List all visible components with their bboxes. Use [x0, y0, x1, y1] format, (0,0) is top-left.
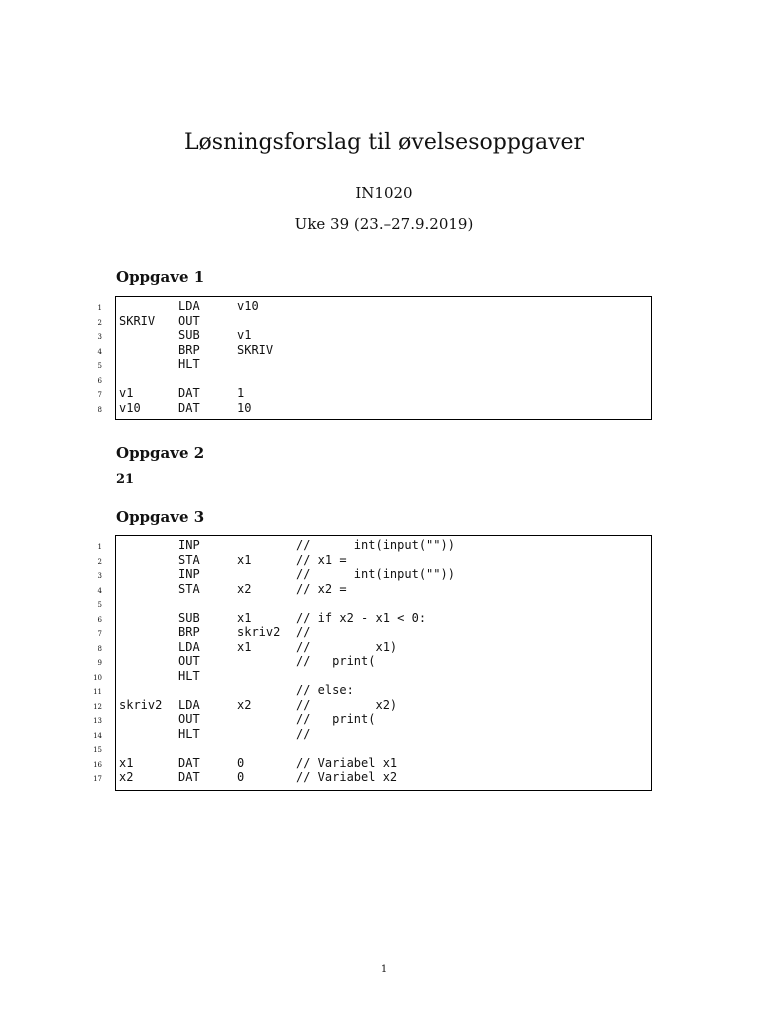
code-line	[93, 726, 651, 742]
task3-code-listing	[93, 535, 652, 791]
code-opcode: INP	[178, 538, 200, 552]
code-comment: // x2 =	[296, 581, 347, 596]
line-number: 8	[97, 405, 102, 414]
code-opcode: OUT	[178, 654, 200, 668]
code-line	[97, 299, 651, 314]
code-label: SKRIV	[119, 313, 156, 328]
code-operand: v1	[237, 328, 252, 342]
task1-code-listing	[97, 296, 652, 420]
line-number: 6	[97, 615, 102, 624]
line-number: 2	[97, 557, 102, 566]
code-line	[97, 581, 651, 597]
code-opcode: STA	[178, 581, 200, 596]
code-opcode: LDA	[178, 639, 200, 654]
code-opcode: OUT	[178, 313, 200, 328]
code-line	[97, 386, 651, 401]
code-opcode: INP	[178, 567, 200, 581]
code-line	[93, 683, 651, 698]
line-number: 11	[93, 688, 102, 696]
code-opcode: HLT	[178, 726, 200, 741]
code-line	[97, 357, 651, 372]
code-opcode: SUB	[178, 610, 200, 625]
code-line	[97, 400, 651, 416]
code-operand: 1	[237, 386, 245, 400]
code-line	[97, 552, 651, 568]
code-opcode: LDA	[178, 697, 200, 712]
task2-answer: 21	[116, 472, 135, 487]
code-opcode: DAT	[178, 400, 200, 415]
code-comment: // print(	[296, 654, 376, 668]
line-number: 7	[97, 630, 102, 638]
line-number: 8	[97, 644, 102, 653]
code-opcode: DAT	[178, 755, 200, 770]
line-number: 3	[97, 572, 102, 580]
code-label: x2	[119, 770, 134, 784]
code-line	[93, 697, 651, 713]
code-operand: 0	[237, 755, 245, 770]
code-label: v1	[119, 386, 134, 400]
code-opcode: SUB	[178, 328, 200, 342]
line-number: 7	[97, 391, 102, 399]
code-line	[97, 538, 651, 553]
code-opcode: BRP	[178, 342, 200, 357]
code-comment: // Variabel x1	[296, 755, 398, 770]
line-number: 1	[97, 304, 102, 312]
line-number: 12	[93, 702, 102, 711]
code-line	[97, 372, 651, 387]
code-line	[97, 328, 651, 343]
code-line	[97, 342, 651, 358]
code-operand: x2	[237, 581, 252, 596]
code-opcode: DAT	[178, 386, 200, 400]
code-opcode: LDA	[178, 299, 200, 313]
code-comment: // x1 =	[296, 552, 347, 567]
code-label: skriv2	[119, 697, 163, 712]
code-operand: x1	[237, 639, 252, 654]
line-number: 2	[97, 318, 102, 327]
task3-heading: Oppgave 3	[116, 508, 205, 526]
code-line	[93, 741, 651, 756]
code-operand: SKRIV	[237, 342, 274, 357]
line-number: 4	[97, 347, 102, 356]
page-title: Løsningsforslag til øvelsesoppgaver	[183, 130, 585, 155]
code-comment: // if x2 - x1 < 0:	[296, 610, 427, 625]
code-operand: 0	[237, 770, 245, 784]
line-number: 16	[93, 760, 102, 769]
line-number: 1	[97, 543, 102, 551]
code-line	[97, 639, 651, 655]
code-comment: //	[296, 625, 311, 639]
code-comment: // int(input(""))	[296, 567, 455, 581]
code-opcode: STA	[178, 552, 200, 567]
page-number: 1	[380, 964, 388, 975]
line-number: 3	[97, 333, 102, 341]
line-number: 6	[97, 376, 102, 385]
course-code: IN1020	[355, 184, 413, 202]
code-opcode: HLT	[178, 668, 200, 683]
code-comment: // else:	[296, 683, 354, 697]
line-number: 10	[93, 673, 102, 682]
code-operand: x1	[237, 552, 252, 567]
code-label: x1	[119, 755, 134, 770]
code-operand: x2	[237, 697, 252, 712]
code-operand: 10	[237, 400, 252, 415]
week-label: Uke 39 (23.–27.9.2019)	[294, 215, 474, 233]
line-number: 5	[97, 362, 102, 370]
code-comment: // print(	[296, 712, 376, 726]
code-opcode: DAT	[178, 770, 200, 784]
line-number: 15	[93, 746, 102, 754]
line-number: 9	[97, 659, 102, 667]
code-opcode: BRP	[178, 625, 200, 639]
code-line	[93, 770, 651, 785]
code-opcode: OUT	[178, 712, 200, 726]
code-line	[93, 712, 651, 727]
code-opcode: HLT	[178, 357, 200, 371]
code-operand: x1	[237, 610, 252, 625]
code-line	[97, 567, 651, 582]
code-line	[97, 596, 651, 611]
code-operand: v10	[237, 299, 259, 313]
code-comment: //	[296, 726, 311, 741]
code-line	[97, 313, 651, 329]
code-comment: // x1)	[296, 639, 398, 654]
line-number: 17	[93, 775, 102, 783]
code-line	[97, 654, 651, 669]
line-number: 5	[97, 601, 102, 609]
line-number: 14	[93, 731, 102, 740]
task1-heading: Oppgave 1	[116, 268, 205, 286]
code-operand: skriv2	[237, 625, 281, 639]
code-label: v10	[119, 400, 141, 415]
code-comment: // x2)	[296, 697, 398, 712]
line-number: 13	[93, 717, 102, 725]
code-line	[93, 755, 651, 771]
code-comment: // int(input(""))	[296, 538, 455, 552]
code-comment: // Variabel x2	[296, 770, 398, 784]
code-line	[97, 610, 651, 626]
task2-heading: Oppgave 2	[116, 444, 205, 462]
line-number: 4	[97, 586, 102, 595]
code-line	[93, 668, 651, 684]
code-line	[97, 625, 651, 640]
